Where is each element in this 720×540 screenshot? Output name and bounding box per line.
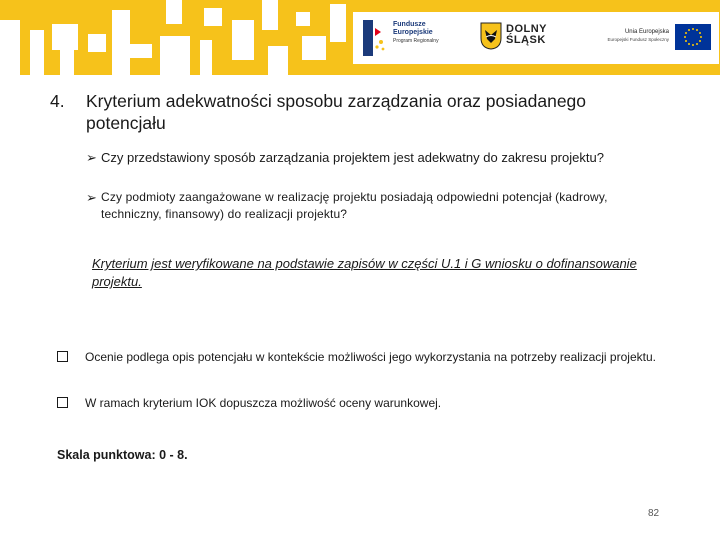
unia-line2: Europejski Fundusz Społeczny <box>607 37 669 42</box>
decorative-block <box>232 20 254 60</box>
arrow-bullet-icon: ➢ <box>86 190 97 205</box>
decorative-block <box>30 30 44 75</box>
fundusze-line1: Fundusze <box>393 21 426 28</box>
dolny-slask-line1: DOLNY <box>506 23 547 35</box>
decorative-block <box>204 8 222 26</box>
eu-flag-icon <box>675 24 711 50</box>
decorative-block <box>60 50 74 75</box>
decorative-block <box>88 34 106 52</box>
fundusze-line3: Program Regionalny <box>393 38 439 44</box>
heading-text: Kryterium adekwatności sposobu zarządzania oraz posiadanego potencjału <box>86 91 587 133</box>
decorative-block <box>0 20 20 75</box>
decorative-block <box>302 36 326 60</box>
decorative-block <box>130 44 152 58</box>
decorative-block <box>112 10 130 75</box>
unia-europejska-logo <box>591 24 717 54</box>
question-text: Czy przedstawiony sposób zarządzania projektem jest adekwatny do zakresu projektu? <box>101 150 604 165</box>
decorative-block <box>296 12 310 26</box>
decorative-block <box>262 0 278 30</box>
page-number: 82 <box>648 508 660 519</box>
question-text: Czy podmioty zaangażowane w realizację projektu posiadają odpowiedni potencjał (kadrowy, techniczny, finansowy) do realizacji projektu? <box>101 190 608 221</box>
note-text: Ocenie podlega opis potencjału w kontekście możliwości jego wykorzystania na potrzeby realizacji projektu. <box>85 350 656 364</box>
decorative-block <box>330 4 346 42</box>
heading-number: 4. <box>50 91 65 111</box>
arrow-bullet-icon: ➢ <box>86 150 97 165</box>
square-bullet-icon <box>57 351 68 362</box>
decorative-block <box>268 46 288 75</box>
note-text: W ramach kryterium IOK dopuszcza możliwość oceny warunkowej. <box>85 396 442 410</box>
decorative-block <box>52 24 78 50</box>
eagle-crest-icon <box>480 22 502 50</box>
dolny-slask-line2: ŚLĄSK <box>506 34 546 46</box>
fundusze-star-icon <box>363 20 387 56</box>
decorative-block <box>166 0 182 24</box>
logo-strip <box>353 12 719 64</box>
decorative-block <box>200 40 212 75</box>
unia-line1: Unia Europejska <box>624 29 669 35</box>
score-scale: Skala punktowa: 0 - 8. <box>57 448 188 462</box>
fundusze-line2: Europejskie <box>393 29 433 36</box>
decorative-block <box>160 36 190 75</box>
square-bullet-icon <box>57 397 68 408</box>
header-banner <box>0 0 720 75</box>
criterion-note: Kryterium jest weryfikowane na podstawie zapisów w części U.1 i G wniosku o dofinansowanie projektu. <box>92 256 637 289</box>
